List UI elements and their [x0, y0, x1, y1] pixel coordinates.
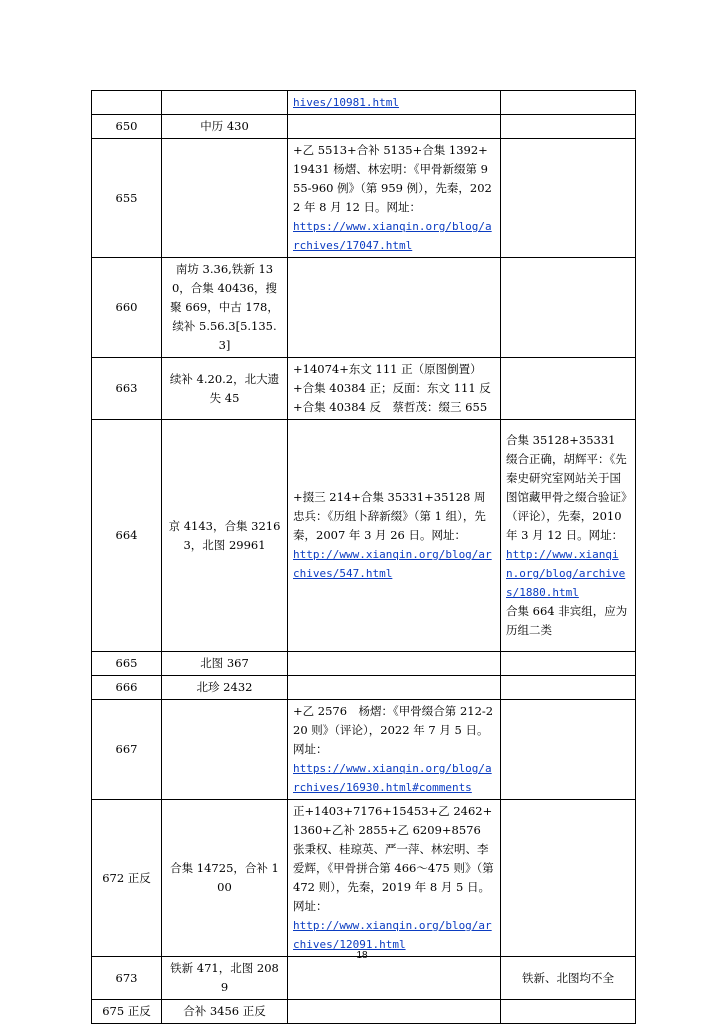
cell-join	[288, 700, 501, 800]
cell-join	[288, 139, 501, 258]
table-body	[92, 91, 636, 1024]
cell-number	[92, 1000, 162, 1024]
cell-note	[501, 139, 636, 258]
cell-number	[92, 700, 162, 800]
join-text: +乙 5513+合补 5135+合集 1392+19431 杨熠、林宏明：《甲骨新缀第 955-960 例》（第 959 例），先秦，2022 年 8 月 12 日。网址：	[293, 143, 492, 214]
cell-note	[501, 91, 636, 115]
cell-number	[92, 91, 162, 115]
number-text: 663	[115, 381, 138, 395]
cell-join	[288, 652, 501, 676]
cell-source	[162, 676, 288, 700]
note-text: 合集 35128+35331 缀合正确，胡辉平：《先秦史研究室网站关于国图馆藏甲骨之缀合验证》（评论），先秦，2010 年 3 月 12 日。网址：	[506, 433, 627, 542]
cell-note	[501, 800, 636, 957]
note-text: 铁新、北图均不全	[522, 970, 614, 985]
join-link[interactable]: http://www.xianqin.org/blog/archives/547.html	[293, 548, 492, 580]
number-text: 667	[115, 742, 138, 756]
cell-number	[92, 420, 162, 652]
page-number: 18	[356, 950, 368, 961]
join-text: +乙 2576 杨熠：《甲骨缀合第 212-220 则》（评论），2022 年 7 月 5 日。网址：	[293, 704, 494, 756]
join-link[interactable]: https://www.xianqin.org/blog/archives/16930.html#comments	[293, 762, 492, 794]
source-text: 北图 367	[200, 656, 249, 670]
source-text: 南坊 3.36,铁新 130，合集 40436，搜聚 669，中古 178，续补 5.56.3[5.135.3]	[170, 262, 279, 352]
source-text: 京 4143，合集 32163，北图 29961	[168, 518, 281, 552]
table-row	[92, 676, 636, 700]
table-row	[92, 420, 636, 652]
cell-note	[501, 957, 636, 1000]
join-link[interactable]: hives/10981.html	[293, 96, 399, 109]
cell-number	[92, 139, 162, 258]
cell-source	[162, 258, 288, 358]
cell-source	[162, 115, 288, 139]
table-row	[92, 800, 636, 957]
table-row	[92, 1000, 636, 1024]
source-text: 中历 430	[200, 119, 249, 133]
number-text: 664	[115, 528, 138, 542]
cell-number	[92, 676, 162, 700]
source-text: 北珍 2432	[196, 680, 253, 694]
cell-join	[288, 358, 501, 420]
cell-source	[162, 91, 288, 115]
number-text: 650	[115, 119, 138, 133]
cell-join	[288, 800, 501, 957]
cell-join	[288, 91, 501, 115]
cell-join	[288, 420, 501, 652]
cell-source	[162, 358, 288, 420]
cell-note	[501, 652, 636, 676]
table-row	[92, 139, 636, 258]
cell-number	[92, 115, 162, 139]
cell-source	[162, 957, 288, 1000]
cell-join	[288, 676, 501, 700]
table-row	[92, 957, 636, 1000]
cell-source	[162, 1000, 288, 1024]
number-text: 675 正反	[102, 1004, 151, 1018]
catalog-table	[91, 90, 636, 1024]
cell-note	[501, 676, 636, 700]
cell-join	[288, 957, 501, 1000]
number-text: 666	[115, 680, 138, 694]
table-row	[92, 358, 636, 420]
cell-source	[162, 800, 288, 957]
cell-note	[501, 420, 636, 652]
source-text: 合集 14725，合补 100	[170, 861, 279, 894]
cell-number	[92, 358, 162, 420]
number-text: 665	[115, 656, 138, 670]
join-text: 正+1403+7176+15453+乙 2462+1360+乙补 2855+乙 6209+8576 张秉权、桂琼英、严一萍、林宏明、李爱辉，《甲骨拼合第 466～475 则》（第 472 则），先秦，2019 年 8 月 5 日。网址：	[293, 804, 494, 913]
source-text: 续补 4.20.2，北大遗失 45	[169, 371, 280, 405]
cell-note	[501, 115, 636, 139]
cell-source	[162, 420, 288, 652]
cell-source	[162, 139, 288, 258]
join-link[interactable]: https://www.xianqin.org/blog/archives/17047.html	[293, 220, 492, 252]
cell-join	[288, 258, 501, 358]
number-text: 672 正反	[102, 870, 151, 885]
table-row	[92, 700, 636, 800]
cell-number	[92, 957, 162, 1000]
join-text: +14074+东文 111 正（原图倒置）+合集 40384 正；反面：东文 111 反+合集 40384 反 蔡哲茂：缀三 655	[293, 362, 491, 414]
table-row	[92, 115, 636, 139]
number-text: 655	[115, 190, 138, 205]
source-text: 合补 3456 正反	[183, 1004, 266, 1018]
cell-note	[501, 1000, 636, 1024]
cell-number	[92, 258, 162, 358]
cell-note	[501, 358, 636, 420]
table-row	[92, 652, 636, 676]
note-link[interactable]: http://www.xianqin.org/blog/archives/1880.html	[506, 548, 626, 599]
number-text: 673	[115, 970, 138, 985]
join-link[interactable]: http://www.xianqin.org/blog/archives/12091.html	[293, 919, 492, 951]
cell-note	[501, 258, 636, 358]
table-row	[92, 91, 636, 115]
cell-source	[162, 652, 288, 676]
cell-number	[92, 652, 162, 676]
note-extra-text: 合集 664 非宾组，应为历组二类	[506, 604, 628, 637]
cell-number	[92, 800, 162, 957]
cell-join	[288, 1000, 501, 1024]
cell-join	[288, 115, 501, 139]
cell-source	[162, 700, 288, 800]
join-text: +掇三 214+合集 35331+35128 周忠兵：《历组卜辞新缀》（第 1 组），先秦，2007 年 3 月 26 日。网址：	[293, 490, 486, 542]
number-text: 660	[115, 300, 138, 314]
source-text: 铁新 471，北图 2089	[170, 961, 279, 994]
table-row	[92, 258, 636, 358]
cell-note	[501, 700, 636, 800]
